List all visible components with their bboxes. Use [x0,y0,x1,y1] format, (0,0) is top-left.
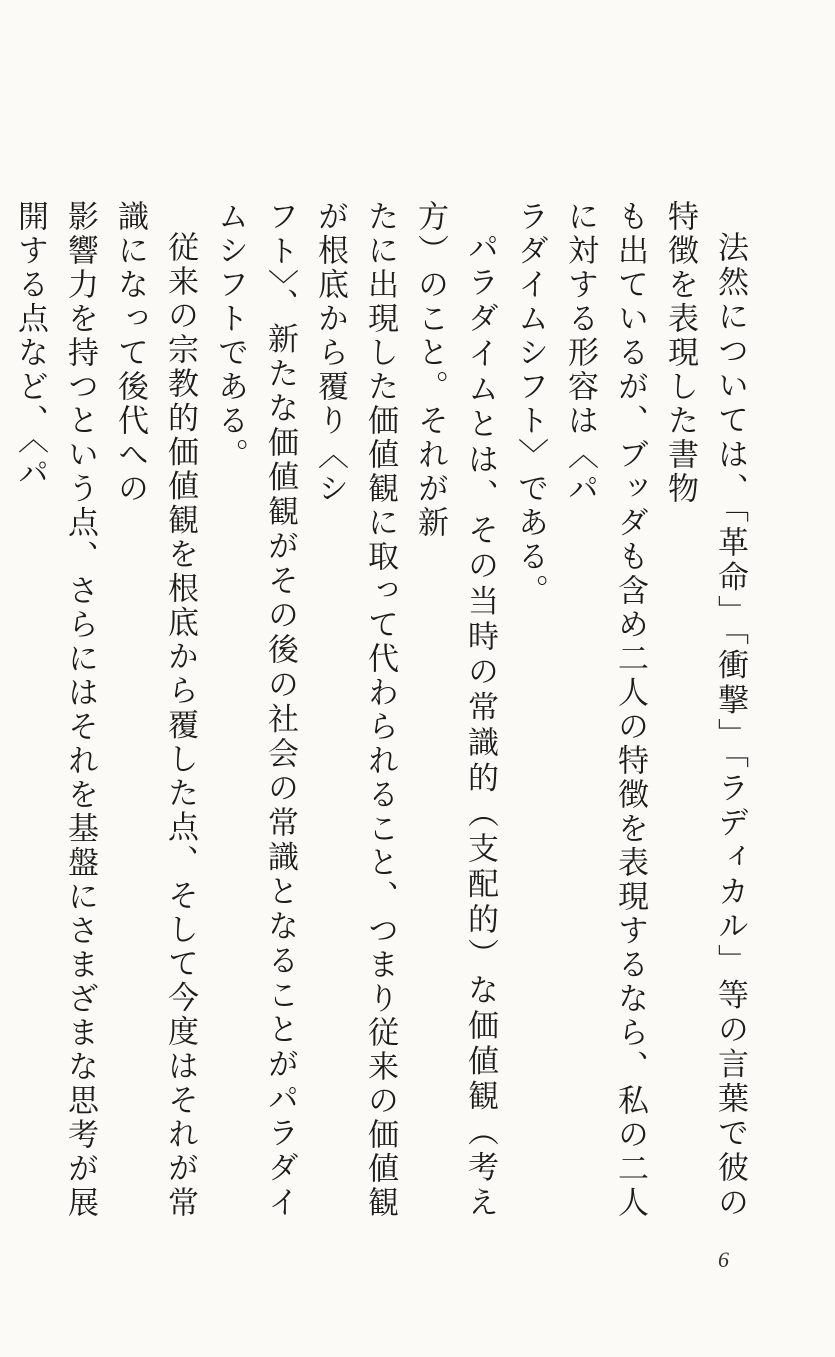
text-line: も出ているが、ブッダも含め二人の特徴を表現するなら、私の二人に対する形容は〈パ [562,200,648,1220]
text-line: 法然については、「革命」「衝撃」「ラディカル」等の言葉で彼の特徴を表現した書物 [662,200,748,1221]
paragraph-2 [205,200,505,1220]
text-line: フト〉、新たな価値観がその後の社会の常識となることがパラダイムシフトである。 [212,200,298,1221]
text-line: たに出現した価値観に取って代わられること、つまり従来の価値観が根底から覆り〈シ [312,200,398,1220]
text-line: 従来の宗教的価値観を根底から覆した点、そして今度はそれが常識になって後代への [112,200,198,1220]
paragraph-3 [0,200,205,1220]
text-line: ラダイムシフト〉である。 [512,200,548,608]
text-line [0,200,5,1220]
text-line: 影響力を持つという点、さらにはそれを基盤にさまざまな思考が展開する点など、〈パ [12,200,98,1220]
page-number: 6 [718,1247,729,1272]
paragraph-1 [505,200,755,1220]
text-line: パラダイムとは、その当時の常識的（支配的）な価値観（考え方）のこと。それが新 [412,200,498,1220]
vertical-text-body [12,200,755,1221]
